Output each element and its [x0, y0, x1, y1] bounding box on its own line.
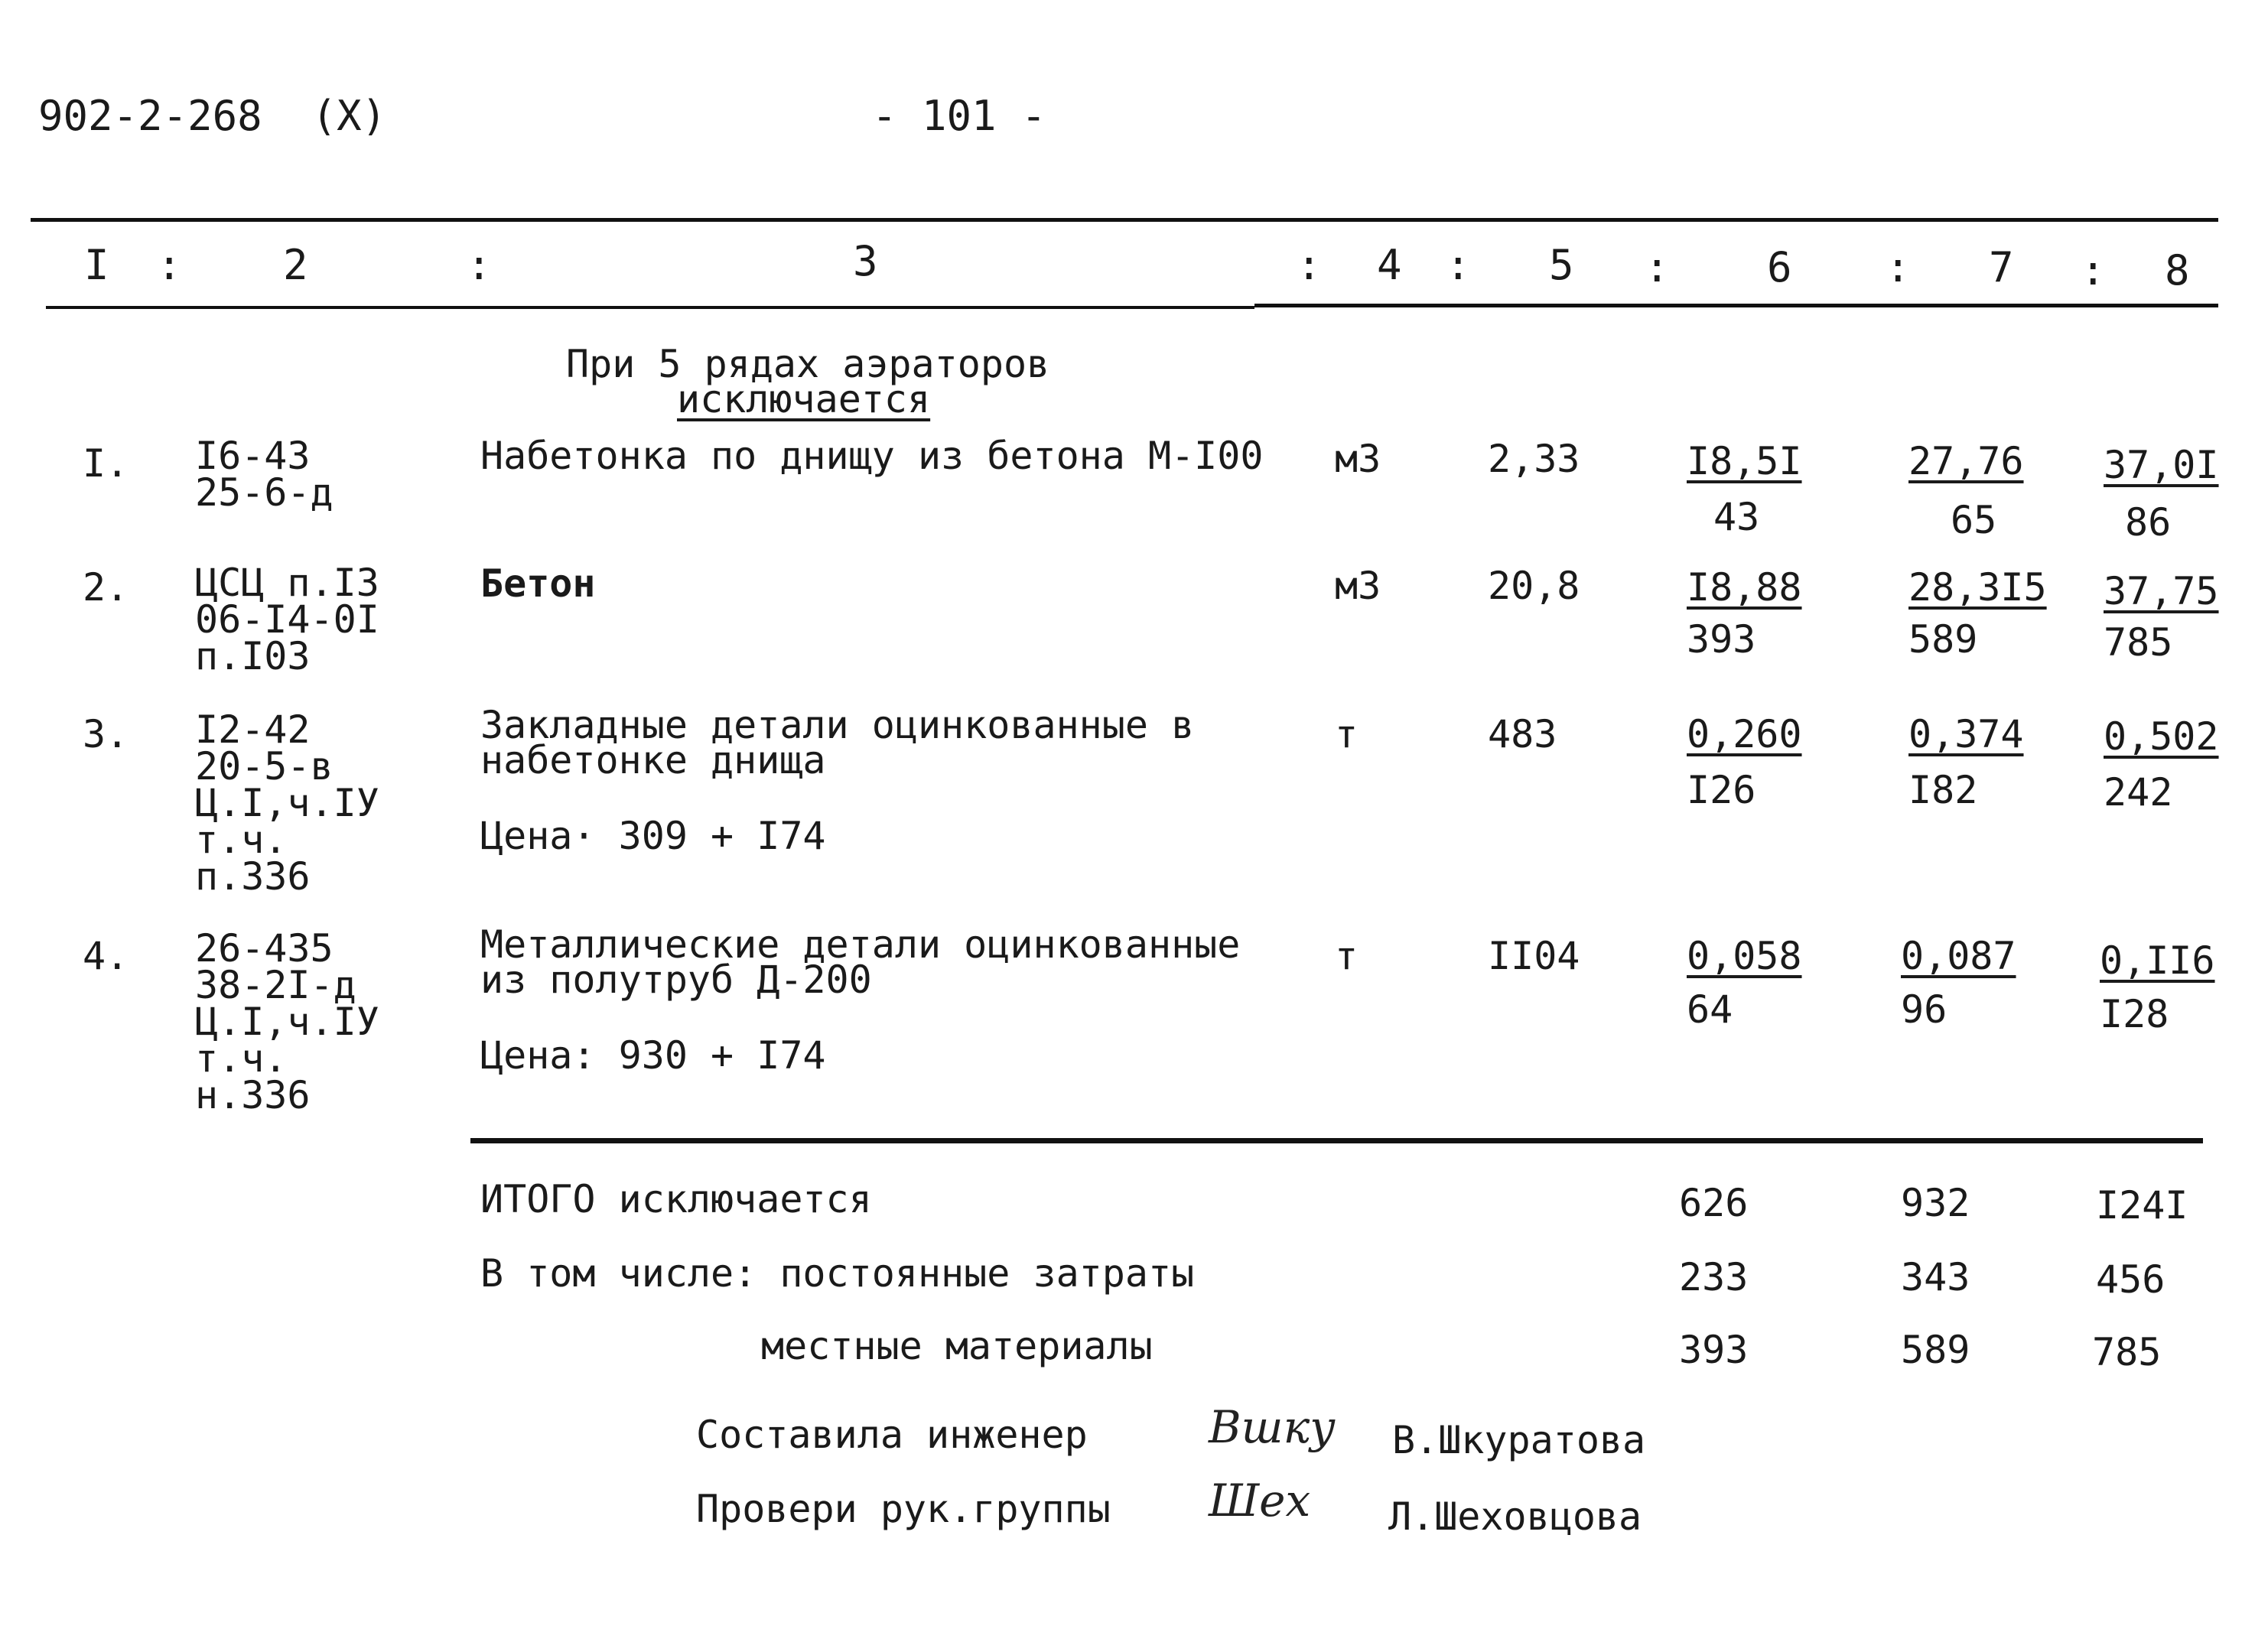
totals-col8: 785 [2092, 1330, 2162, 1374]
col7-top: 0,374 [1908, 712, 2024, 756]
col7-bottom: I82 [1908, 768, 1978, 812]
signature-name: В.Шкуратова [1392, 1418, 1646, 1462]
col6-top: I8,5I [1687, 439, 1802, 483]
col-separator: : [1297, 241, 1322, 289]
row-unit: м3 [1335, 437, 1381, 481]
totals-col6: 233 [1679, 1255, 1749, 1299]
totals-col8: I24I [2096, 1183, 2188, 1228]
col7-top: 0,087 [1901, 934, 2016, 978]
row-unit: т [1335, 712, 1359, 756]
col7-bottom: 589 [1908, 617, 1978, 662]
col7-top: 27,76 [1908, 439, 2024, 483]
totals-label: В том числе: постоянные затраты [480, 1251, 1195, 1296]
col8-top: 0,502 [2104, 714, 2219, 759]
col8-top: 37,0I [2104, 443, 2219, 487]
row-number: I. [83, 441, 129, 486]
row-price: Цена: 930 + I74 [480, 1033, 826, 1078]
col-header-1: I [84, 241, 109, 289]
top-rule [31, 218, 2218, 222]
col8-bottom: 785 [2104, 620, 2173, 665]
col8-top: 37,75 [2104, 569, 2219, 613]
col7-bottom: 96 [1901, 987, 1947, 1032]
row-unit: т [1335, 934, 1359, 978]
col-separator: : [2081, 246, 2106, 294]
col8-bottom: 86 [2125, 500, 2172, 545]
col6-top: 0,260 [1687, 712, 1802, 756]
col-separator: : [1886, 243, 1911, 291]
signature-name: Л.Шеховцова [1388, 1494, 1642, 1539]
row-refs: I2-42 20-5-в Ц.I,ч.IУ т.ч. п.336 [195, 707, 379, 899]
col-header-2: 2 [283, 241, 308, 289]
row-number: 3. [83, 712, 129, 756]
col6-bottom: 393 [1687, 617, 1756, 662]
col6-top: I8,88 [1687, 565, 1802, 610]
row-number: 2. [83, 565, 129, 610]
totals-col7: 932 [1901, 1181, 1970, 1225]
row-price: Цена· 309 + I74 [480, 814, 826, 858]
totals-col6: 626 [1679, 1181, 1749, 1225]
section-title: При 5 рядах аэраторов [566, 342, 1050, 386]
totals-col6: 393 [1679, 1328, 1749, 1372]
row-quantity: 483 [1488, 712, 1557, 756]
col-separator: : [157, 241, 182, 289]
col-header-3: 3 [853, 237, 878, 285]
col6-bottom: I26 [1687, 768, 1756, 812]
totals-col8: 456 [2096, 1257, 2166, 1302]
col-header-4: 4 [1377, 241, 1402, 289]
row-refs: I6-43 25-6-д [195, 434, 334, 515]
col8-bottom: I28 [2100, 992, 2169, 1036]
col6-bottom: 64 [1687, 987, 1733, 1032]
totals-label: ИТОГО исключается [480, 1177, 872, 1221]
totals-rule [470, 1138, 2203, 1143]
col7-top: 28,3I5 [1908, 565, 2047, 610]
row-description: Бетон [480, 561, 596, 606]
row-number: 4. [83, 934, 129, 978]
col-header-8: 8 [2165, 246, 2190, 294]
col6-bottom: 43 [1713, 495, 1760, 539]
section-subtitle: исключается [677, 377, 931, 421]
col-header-5: 5 [1549, 241, 1574, 289]
document-code: 902-2-268 (X) [38, 92, 387, 140]
row-unit: м3 [1335, 564, 1381, 608]
col-separator: : [1446, 241, 1471, 289]
row-description: Набетонка по днищу из бетона М-I00 [480, 434, 1264, 478]
totals-col7: 343 [1901, 1255, 1970, 1299]
handwritten-signature: Вшку [1209, 1401, 1336, 1453]
col8-top: 0,II6 [2100, 938, 2215, 983]
col6-top: 0,058 [1687, 934, 1802, 978]
row-quantity: 20,8 [1488, 564, 1580, 608]
col-header-6: 6 [1767, 243, 1792, 291]
handwritten-signature: Шех [1209, 1475, 1311, 1527]
col-separator: : [467, 241, 492, 289]
header-rule-right [1254, 304, 2218, 307]
col-header-7: 7 [1989, 243, 2014, 291]
row-description: Закладные детали оцинкованные в набетонке днища [480, 703, 1195, 782]
row-quantity: 2,33 [1488, 437, 1580, 481]
col8-bottom: 242 [2104, 770, 2173, 815]
row-refs: ЦСЦ п.I3 06-I4-0I п.I03 [195, 561, 379, 678]
signature-role: Провери рук.группы [696, 1487, 1111, 1531]
col-separator: : [1645, 243, 1670, 291]
header-rule-left [46, 306, 1254, 309]
totals-col7: 589 [1901, 1328, 1970, 1372]
col7-bottom: 65 [1951, 498, 1997, 542]
row-quantity: II04 [1488, 934, 1580, 978]
signature-role: Составила инженер [696, 1413, 1088, 1457]
row-description: Металлические детали оцинкованные из полутруб Д-200 [480, 922, 1241, 1002]
totals-label: местные материалы [761, 1324, 1153, 1368]
row-refs: 26-435 38-2I-д Ц.I,ч.IУ т.ч. н.336 [195, 926, 379, 1117]
page-number: - 101 - [872, 92, 1046, 140]
